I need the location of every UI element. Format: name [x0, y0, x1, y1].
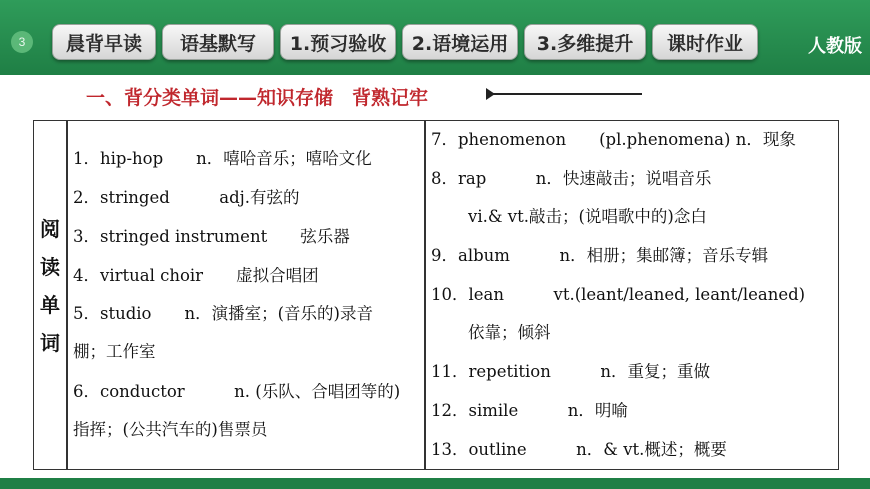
table-divider	[66, 120, 68, 470]
bottom-bar	[0, 478, 870, 489]
list-item: 4．virtual choir 虚拟合唱团	[73, 266, 319, 285]
list-item: 13．outline n．& vt.概述；概要	[431, 440, 727, 459]
list-item: 3．stringed instrument 弦乐器	[73, 227, 350, 246]
table-divider	[424, 120, 426, 470]
page-number: 3	[11, 31, 33, 53]
tab-multi-improve[interactable]: 3.多维提升	[524, 24, 646, 60]
list-item: 11．repetition n．重复；重做	[431, 362, 710, 381]
side-char: 单	[40, 293, 60, 317]
side-char: 词	[40, 331, 60, 355]
list-item: 2．stringed adj.有弦的	[73, 188, 300, 207]
list-item-continued: 指挥；(公共汽车的)售票员	[73, 420, 268, 439]
list-item: 10．lean vt.(leant/leaned, leant/leaned)	[431, 285, 806, 304]
publisher-label: 人教版	[808, 36, 862, 57]
list-item-continued: 棚；工作室	[73, 342, 156, 361]
side-char: 阅	[40, 217, 60, 241]
tab-preview-check[interactable]: 1.预习验收	[280, 24, 396, 60]
list-item: 7．phenomenon (pl.phenomena) n．现象	[431, 130, 796, 149]
list-item: 1．hip-hop n．嘻哈音乐；嘻哈文化	[73, 149, 372, 168]
side-char: 读	[40, 255, 60, 279]
list-item: 8．rap n．快速敲击；说唱音乐	[431, 169, 712, 188]
list-item-continued: vi.& vt.敲击；(说唱歌中的)念白	[468, 207, 707, 226]
section-heading: 一、背分类单词——知识存储 背熟记牢	[86, 87, 429, 109]
list-item: 6．conductor n. (乐队、合唱团等的)	[73, 382, 401, 401]
tab-dictation[interactable]: 语基默写	[162, 24, 274, 60]
table-side-header	[36, 210, 64, 362]
list-item-continued: 依靠；倾斜	[468, 323, 551, 342]
tab-morning-reading[interactable]: 晨背早读	[52, 24, 156, 60]
list-item: 12．simile n．明喻	[431, 401, 628, 420]
tab-context-use[interactable]: 2.语境运用	[402, 24, 518, 60]
list-item: 5．studio n．演播室；(音乐的)录音	[73, 304, 373, 323]
list-item: 9．album n．相册；集邮簿；音乐专辑	[431, 246, 769, 265]
arrow-line	[490, 93, 642, 95]
tab-homework[interactable]: 课时作业	[652, 24, 758, 60]
